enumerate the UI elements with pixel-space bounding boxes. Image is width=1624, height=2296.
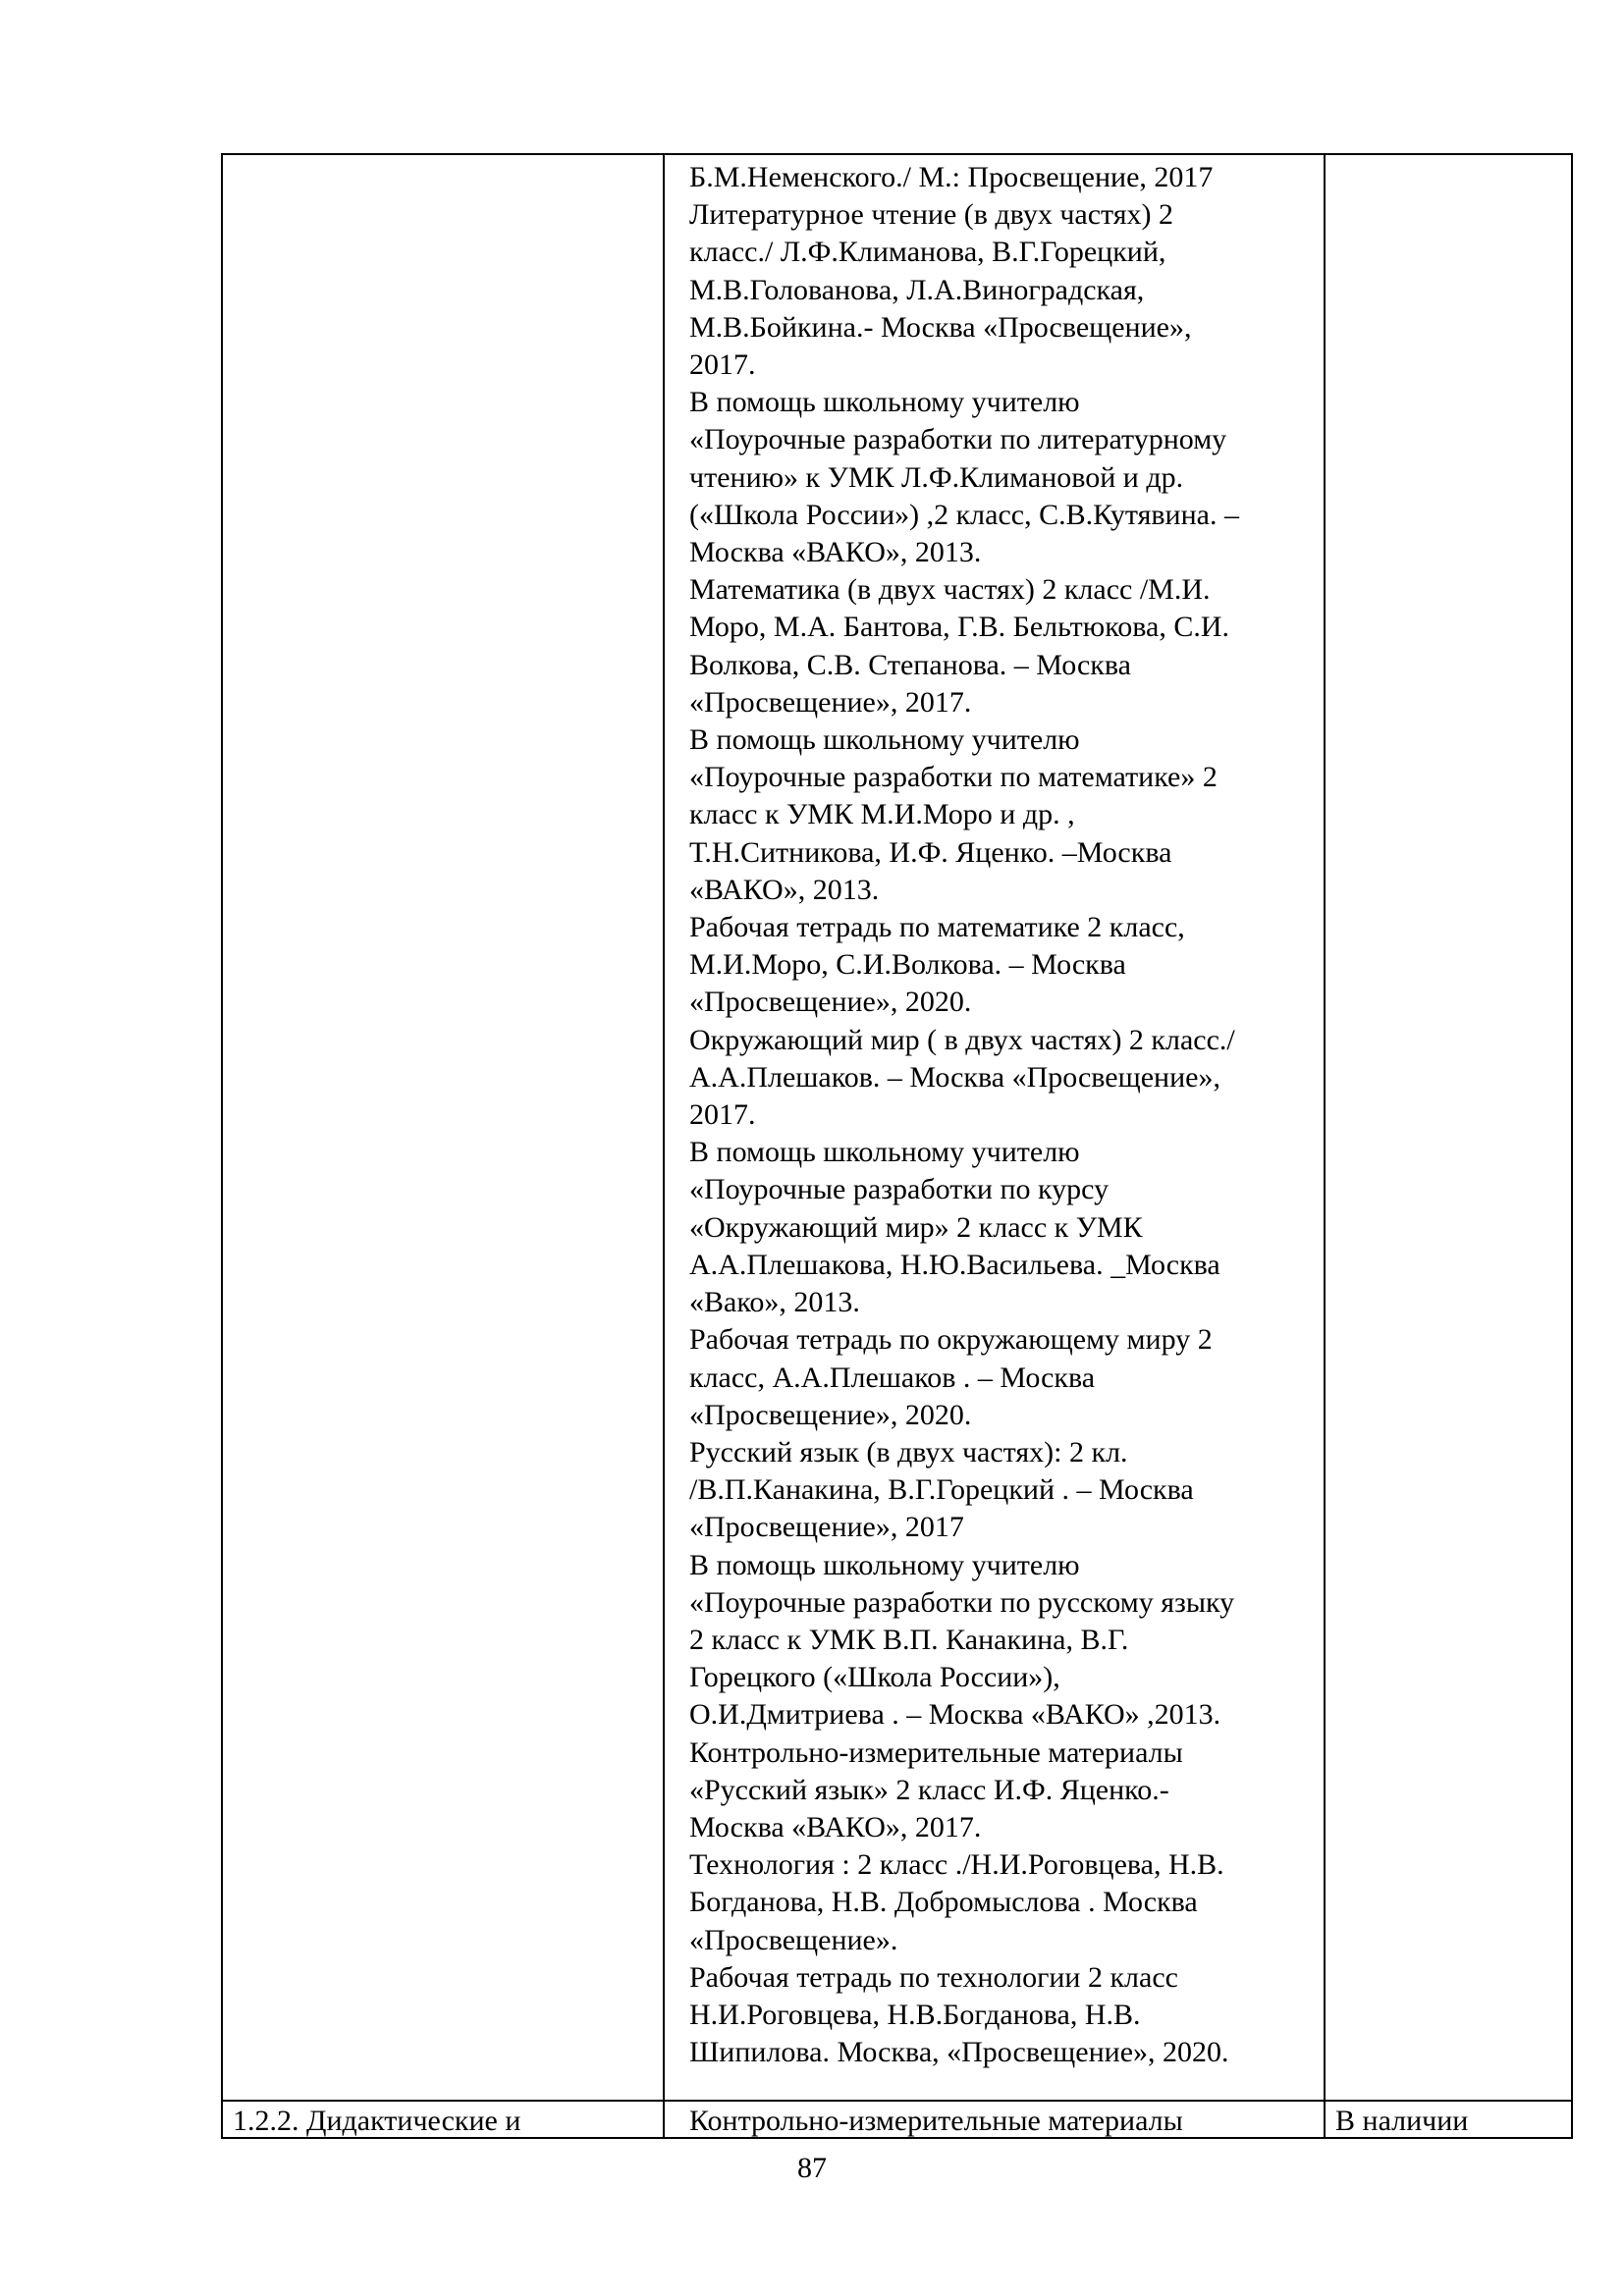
- book-list-line: Контрольно-измерительные материалы: [689, 1735, 1183, 1769]
- column-divider-2: [1324, 155, 1326, 2137]
- book-list-line: Богданова, Н.В. Добромыслова . Москва: [689, 1886, 1198, 1919]
- book-list-line: класс./ Л.Ф.Климанова, В.Г.Горецкий,: [689, 236, 1166, 269]
- book-list-line: 2017.: [689, 1098, 756, 1132]
- row-divider: [223, 2100, 1571, 2102]
- book-list-line: «Поурочные разработки по курсу: [689, 1173, 1110, 1206]
- book-list-line: «Поурочные разработки по литературному: [689, 423, 1227, 456]
- book-list-line: Окружающий мир ( в двух частях) 2 класс./: [689, 1023, 1235, 1056]
- book-list-line: «ВАКО», 2013.: [689, 873, 880, 906]
- row2-col2-cell: Контрольно-измерительные материалы: [689, 2105, 1183, 2137]
- row2-col3-cell: В наличии: [1335, 2105, 1469, 2137]
- book-list-line: Т.Н.Ситникова, И.Ф. Яценко. –Москва: [689, 835, 1172, 869]
- book-list-line: Технология : 2 класс ./Н.И.Роговцева, Н.В.: [689, 1848, 1224, 1882]
- book-list-line: «Поурочные разработки по русскому языку: [689, 1585, 1235, 1619]
- row2-col1-cell: 1.2.2. Дидактические и: [233, 2105, 521, 2137]
- column-divider-1: [663, 155, 665, 2137]
- book-list-line: «Русский язык» 2 класс И.Ф. Яценко.-: [689, 1773, 1169, 1806]
- book-list-line: Москва «ВАКО», 2013.: [689, 536, 982, 569]
- book-list-line: О.И.Дмитриева . – Москва «ВАКО» ,2013.: [689, 1698, 1221, 1732]
- book-list-line: 2 класс к УМК В.П. Канакина, В.Г.: [689, 1623, 1129, 1656]
- book-list-line: класс к УМК М.И.Моро и др. ,: [689, 798, 1075, 831]
- row1-col2-cell: [689, 159, 1239, 2071]
- book-list-line: А.А.Плешакова, Н.Ю.Васильева. _Москва: [689, 1248, 1220, 1281]
- book-list-line: «Просвещение».: [689, 1923, 898, 1956]
- book-list-line: («Школа России») ,2 класс, С.В.Кутявина. –: [689, 498, 1239, 531]
- book-list-line: М.В.Голованова, Л.А.Виноградская,: [689, 273, 1145, 306]
- book-list-line: Горецкого («Школа России»),: [689, 1661, 1060, 1694]
- book-list-line: В помощь школьному учителю: [689, 1548, 1080, 1581]
- book-list-line: Русский язык (в двух частях): 2 кл.: [689, 1435, 1128, 1468]
- book-list-line: 2017.: [689, 348, 756, 382]
- book-list-line: Шипилова. Москва, «Просвещение», 2020.: [689, 2036, 1229, 2069]
- book-list-line: «Просвещение», 2017: [689, 1511, 964, 1544]
- book-list-line: В помощь школьному учителю: [689, 723, 1080, 757]
- book-list-line: Рабочая тетрадь по технологии 2 класс: [689, 1960, 1178, 1994]
- book-list-line: В помощь школьному учителю: [689, 386, 1080, 419]
- book-list-line: А.А.Плешаков. – Москва «Просвещение»,: [689, 1060, 1220, 1094]
- book-list-line: Б.М.Неменского./ М.: Просвещение, 2017: [689, 161, 1214, 193]
- resource-table: [221, 153, 1573, 2139]
- book-list-line: М.И.Моро, С.И.Волкова. – Москва: [689, 948, 1126, 982]
- book-list-line: Моро, М.А. Бантова, Г.В. Бельтюкова, С.И.: [689, 611, 1230, 644]
- book-list-line: чтению» к УМК Л.Ф.Климановой и др.: [689, 460, 1184, 494]
- book-list-line: Литературное чтение (в двух частях) 2: [689, 198, 1174, 232]
- book-list-line: «Просвещение», 2017.: [689, 685, 972, 719]
- book-list-line: Москва «ВАКО», 2017.: [689, 1810, 982, 1843]
- book-list-line: Волкова, С.В. Степанова. – Москва: [689, 648, 1131, 681]
- book-list-line: Математика (в двух частях) 2 класс /М.И.: [689, 573, 1211, 607]
- book-list-line: Рабочая тетрадь по окружающему миру 2: [689, 1323, 1213, 1357]
- book-list-line: «Просвещение», 2020.: [689, 1398, 972, 1431]
- book-list-line: «Просвещение», 2020.: [689, 986, 972, 1019]
- book-list-line: Н.И.Роговцева, Н.В.Богданова, Н.В.: [689, 1998, 1141, 2031]
- book-list-line: Рабочая тетрадь по математике 2 класс,: [689, 911, 1185, 944]
- page-number: 87: [797, 2152, 827, 2184]
- book-list-line: «Поурочные разработки по математике» 2: [689, 761, 1218, 794]
- book-list-line: /В.П.Канакина, В.Г.Горецкий . – Москва: [689, 1473, 1194, 1507]
- book-list-line: «Окружающий мир» 2 класс к УМК: [689, 1210, 1143, 1244]
- book-list-line: М.В.Бойкина.- Москва «Просвещение»,: [689, 310, 1192, 344]
- book-list-line: В помощь школьному учителю: [689, 1136, 1080, 1169]
- book-list-line: класс, А.А.Плешаков . – Москва: [689, 1361, 1096, 1394]
- book-list-line: «Вако», 2013.: [689, 1286, 860, 1319]
